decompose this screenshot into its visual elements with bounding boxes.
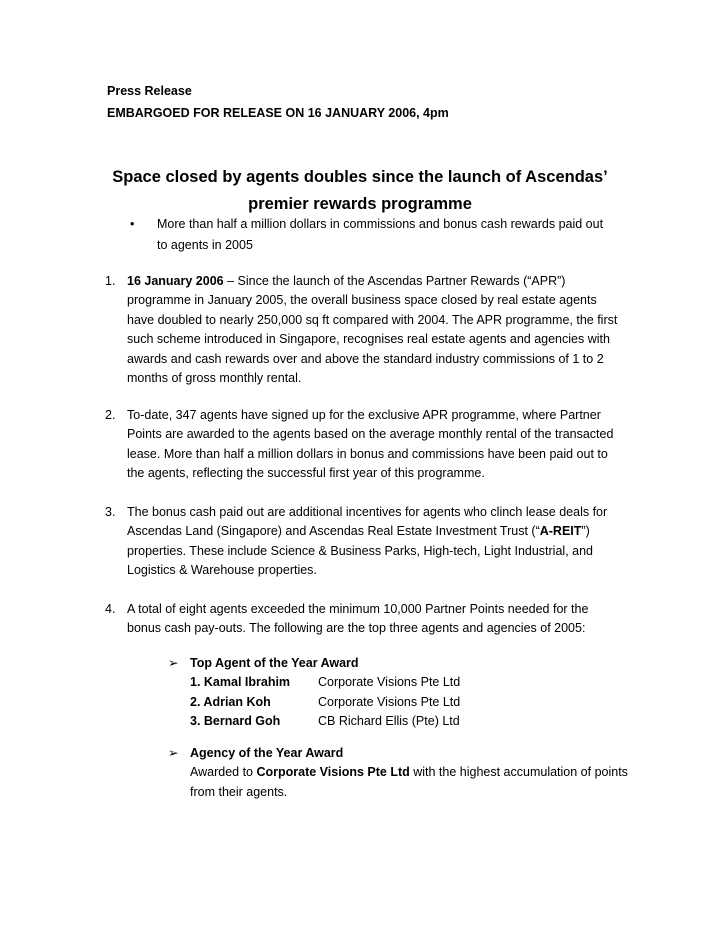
- paragraph-text: A total of eight agents exceeded the minimum 10,000 Partner Points needed for the bonus cash pay-outs. The following are the top three agents and agencies of 2005:: [127, 602, 589, 636]
- winner-name: 3. Bernard Goh: [190, 714, 281, 729]
- arrow-bullet-icon: ➢: [168, 656, 179, 670]
- paragraph-text-after: ”) properties. These include Science & Business Parks, High-tech, Light Industrial, and Logistics & Warehouse properties.: [127, 524, 593, 578]
- paragraph-number: 2.: [105, 408, 116, 422]
- paragraph-number: 3.: [105, 505, 116, 519]
- highlight-text: More than half a million dollars in commissions and bonus cash rewards paid out to agents in 2005: [157, 217, 604, 252]
- paragraph-body: [127, 272, 625, 388]
- winner-name: 2. Adrian Koh: [190, 694, 271, 709]
- agency-award-text: [190, 763, 628, 802]
- paragraph-text: – Since the launch of the Ascendas Partner Rewards (“APR”) programme in January 2005, the overall business space closed by real estate agents have doubled to nearly 250,000 sq ft compared with 2004. The APR programme, the first such scheme introduced in Singapore, recognises real estate agents and agencies with awards and cash rewards over and above the standard industry commissions of 1 to 2 months of gross monthly rental.: [127, 274, 618, 386]
- highlight-bullet: [130, 214, 610, 256]
- embargo-notice: EMBARGOED FOR RELEASE ON 16 JANUARY 2006, 4pm: [107, 106, 449, 120]
- winner-row: [190, 673, 628, 692]
- dateline: 16 January 2006: [127, 274, 224, 288]
- bullet-icon: •: [130, 217, 135, 231]
- paragraph-text-before: The bonus cash paid out are additional incentives for agents who clinch lease deals for Ascendas Land (Singapore) and Ascendas Real Estate Investment Trust (“: [127, 505, 608, 539]
- paragraph-number: 1.: [105, 274, 116, 288]
- agency-name: Corporate Visions Pte Ltd: [256, 765, 410, 780]
- award-text-after: with the highest accumulation of points from their agents.: [190, 765, 628, 799]
- paragraph-4: [105, 600, 625, 639]
- winner-row: [190, 693, 628, 712]
- arrow-bullet-icon: ➢: [168, 746, 179, 760]
- headline: [60, 164, 660, 218]
- paragraph-2: [105, 406, 625, 484]
- winner-company: Corporate Visions Pte Ltd: [318, 694, 461, 709]
- headline-line-2: premier rewards programme: [248, 195, 472, 213]
- headline-line-1: Space closed by agents doubles since the launch of Ascendas’: [112, 168, 608, 186]
- winner-company: CB Richard Ellis (Pte) Ltd: [318, 714, 460, 729]
- areit-bold: A-REIT: [539, 524, 582, 539]
- award-text-before: Awarded to: [190, 765, 257, 780]
- winner-row: [190, 712, 628, 731]
- winner-company: Corporate Visions Pte Ltd: [318, 675, 461, 690]
- agency-award: [168, 744, 628, 802]
- press-release-label: Press Release: [107, 84, 192, 98]
- paragraph-body: [127, 503, 625, 581]
- award-title: Top Agent of the Year Award: [190, 656, 359, 670]
- paragraph-text: To-date, 347 agents have signed up for the exclusive APR programme, where Partner Points are awarded to the agents based on the average monthly rental of the transacted lease. More than half a million dollars in bonus and commissions have been paid out to the agents, reflecting the successful first year of this programme.: [127, 408, 614, 481]
- winner-name: 1. Kamal Ibrahim: [190, 675, 291, 690]
- paragraph-3: [105, 503, 625, 581]
- paragraph-number: 4.: [105, 602, 116, 616]
- award-title: Agency of the Year Award: [190, 746, 344, 760]
- top-agent-award: [168, 654, 628, 732]
- paragraph-1: [105, 272, 625, 388]
